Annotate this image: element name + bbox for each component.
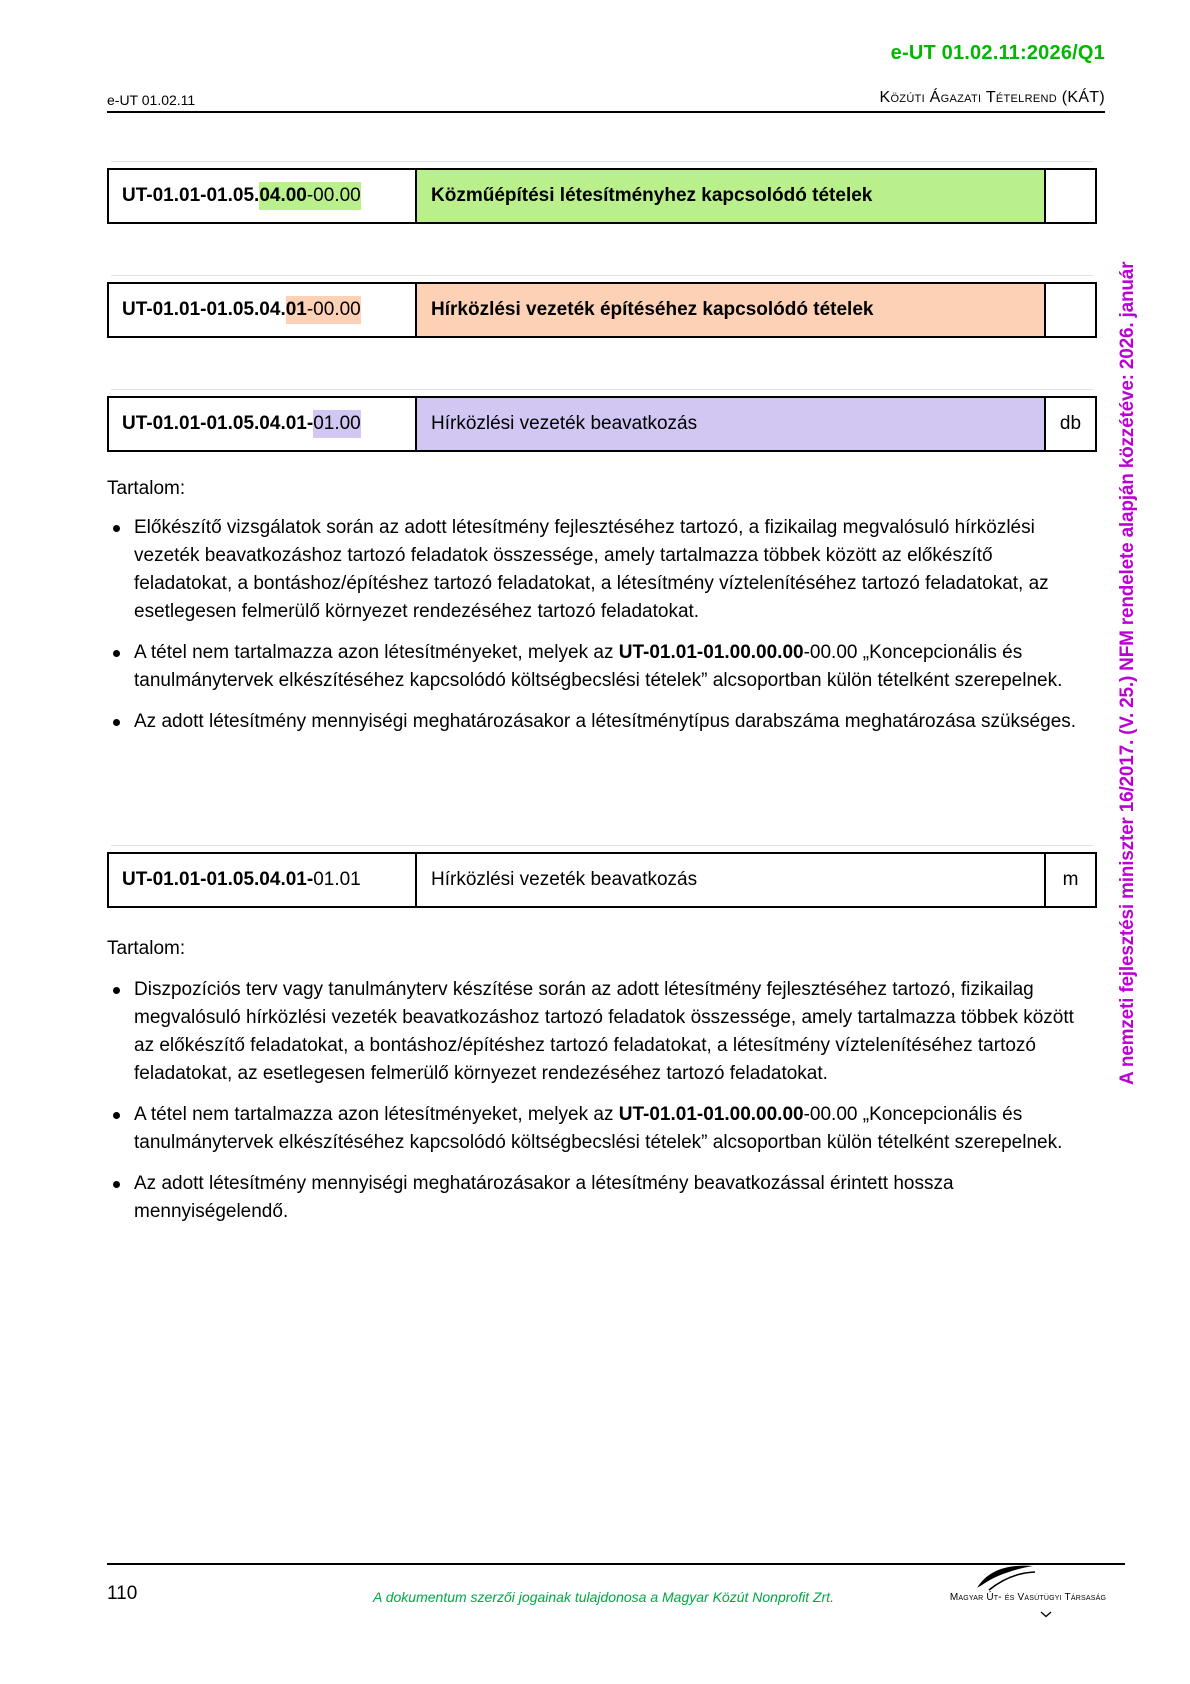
side-note-vertical: A nemzeti fejlesztési miniszter 16/2017. (V. 25.) NFM rendelete alapján közzétéve: 2026. január bbox=[1117, 261, 1138, 1085]
copyright-notice: A dokumentum szerzői jogainak tulajdonosa a Magyar Közút Nonprofit Zrt. bbox=[373, 1589, 834, 1605]
header-rule bbox=[107, 111, 1105, 113]
item-title-cell: Hírközlési vezeték beavatkozás bbox=[415, 398, 1044, 450]
bullet-item bbox=[107, 514, 1087, 626]
item-row-group bbox=[107, 168, 1097, 224]
item-row-entry bbox=[107, 396, 1097, 452]
bullet-dot-icon bbox=[113, 987, 120, 994]
logo-chevron-icon bbox=[1040, 1605, 1052, 1623]
item-code-cell bbox=[109, 170, 415, 222]
item-code-prefix: UT-01.01-01.05.04. bbox=[122, 299, 286, 320]
bullet-item bbox=[107, 708, 1087, 736]
bullet-list bbox=[107, 514, 1087, 749]
bullet-dot-icon bbox=[113, 1112, 120, 1119]
item-code-highlight-regular: -00.00 bbox=[307, 296, 361, 324]
bullet-text: A tétel nem tartalmazza azon létesítményeket, melyek az bbox=[134, 642, 619, 663]
bullet-text: -00.00 „Koncepcionális és tanulmánytervek elkészítéséhez kapcsolódó költségbecslési tételek” alcsoportban külön tételként szerepelnek. bbox=[134, 1104, 1063, 1153]
society-logo-text: Magyar Út- és Vasútügyi Társaság bbox=[949, 1592, 1107, 1603]
item-unit-cell: m bbox=[1044, 854, 1095, 906]
header-right-title: Közúti Ágazati Tételrend (KÁT) bbox=[879, 89, 1105, 106]
item-code-prefix: UT-01.01-01.05.04.01- bbox=[122, 413, 314, 434]
bullet-dot-icon bbox=[113, 650, 120, 657]
bullet-text-bold: UT-01.01-01.00.00.00 bbox=[618, 642, 804, 663]
bullet-item bbox=[107, 1101, 1087, 1157]
bullet-text: Az adott létesítmény mennyiségi meghatározásakor a létesítmény beavatkozással érintett hossza mennyiségelendő. bbox=[134, 1173, 954, 1222]
item-code-highlight-regular: -00.00 bbox=[307, 182, 361, 210]
item-title-cell: Közműépítési létesítményhez kapcsolódó tételek bbox=[415, 170, 1044, 222]
bullet-text: Az adott létesítmény mennyiségi meghatározásakor a létesítménytípus darabszáma meghatározása szükséges. bbox=[134, 711, 1077, 732]
document-code-title: e-UT 01.02.11:2026/Q1 bbox=[890, 42, 1105, 64]
item-code-prefix: UT-01.01-01.05.04.01- bbox=[122, 869, 314, 890]
bullet-dot-icon bbox=[113, 1181, 120, 1188]
bullet-text-bold: UT-01.01-01.00.00.00 bbox=[618, 1104, 804, 1125]
section-heading: Tartalom: bbox=[107, 938, 186, 959]
bullet-list bbox=[107, 976, 1087, 1239]
item-code-highlight-regular: 01.00 bbox=[313, 410, 361, 438]
item-code-highlight-bold: 01 bbox=[286, 296, 307, 324]
bullet-item bbox=[107, 639, 1087, 695]
item-row-subgroup bbox=[107, 282, 1097, 338]
item-title-cell: Hírközlési vezeték építéséhez kapcsolódó tételek bbox=[415, 284, 1044, 336]
bullet-text: Előkészítő vizsgálatok során az adott létesítmény fejlesztéséhez tartozó, a fizikailag megvalósuló hírközlési vezeték beavatkozáshoz tartozó feladatok összessége, amely tartalmazza többek között az előkészítő feladatokat, a bontáshoz/építéshez tartozó feladatokat, a létesítmény víztelenítéséhez tartozó feladatokat, az esetlegesen felmerülő környezet rendezéséhez tartozó feladatokat. bbox=[134, 517, 1049, 622]
item-code-cell bbox=[109, 854, 415, 906]
bullet-text: A tétel nem tartalmazza azon létesítményeket, melyek az bbox=[134, 1104, 619, 1125]
item-code-cell bbox=[109, 398, 415, 450]
item-code-prefix: UT-01.01-01.05. bbox=[122, 185, 260, 206]
item-title-cell: Hírközlési vezeték beavatkozás bbox=[415, 854, 1044, 906]
bullet-text: -00.00 „Koncepcionális és tanulmánytervek elkészítéséhez kapcsolódó költségbecslési tételek” alcsoportban külön tételként szerepelnek. bbox=[134, 642, 1063, 691]
bullet-item bbox=[107, 1170, 1087, 1226]
item-unit-cell bbox=[1044, 170, 1095, 222]
item-code-cell bbox=[109, 284, 415, 336]
section-heading: Tartalom: bbox=[107, 478, 186, 499]
bullet-dot-icon bbox=[113, 525, 120, 532]
header-left-code: e-UT 01.02.11 bbox=[107, 92, 196, 108]
item-code-highlight-bold: 04.00 bbox=[259, 182, 307, 210]
item-unit-cell bbox=[1044, 284, 1095, 336]
item-code-suffix: 01.01 bbox=[313, 869, 361, 890]
bullet-dot-icon bbox=[113, 719, 120, 726]
item-unit-cell: db bbox=[1044, 398, 1095, 450]
bullet-item bbox=[107, 976, 1087, 1088]
page-number: 110 bbox=[107, 1583, 138, 1604]
item-row-entry bbox=[107, 852, 1097, 908]
bullet-text: Diszpozíciós terv vagy tanulmányterv készítése során az adott létesítmény fejlesztéséhez tartozó, fizikailag megvalósuló hírközlési vezeték beavatkozáshoz tartozó feladatok összessége, amely tartalmazza többek között az előkészítő feladatokat, a bontáshoz/építéshez tartozó feladatokat, a létesítmény víztelenítéséhez tartozó feladatokat, az esetlegesen felmerülő környezet rendezéséhez tartozó feladatokat. bbox=[134, 979, 1074, 1084]
footer-rule bbox=[107, 1563, 1125, 1565]
